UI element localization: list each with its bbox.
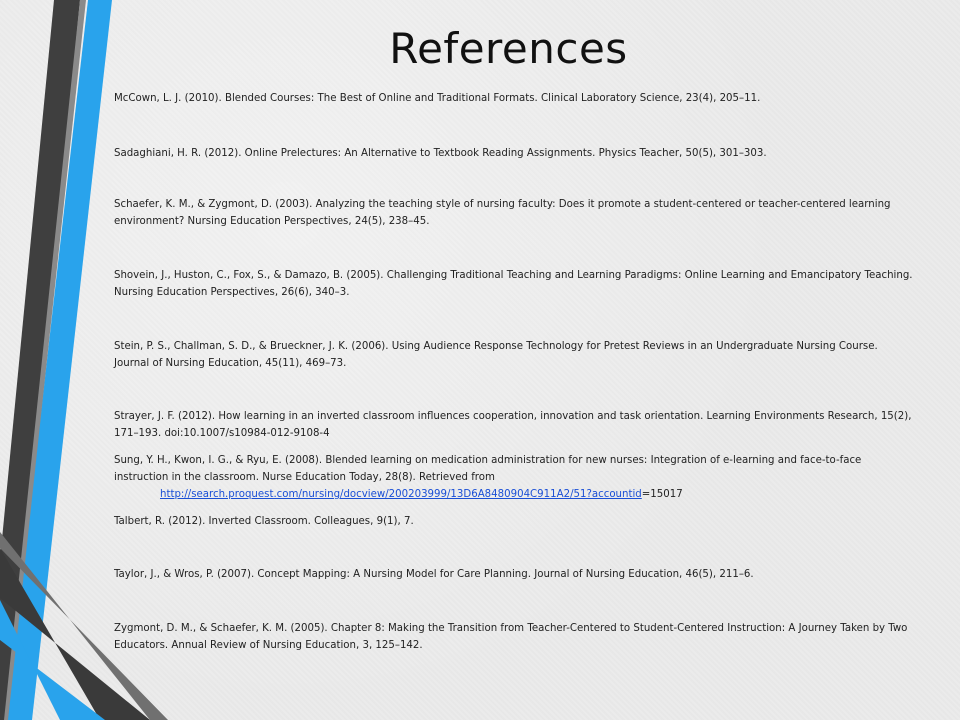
reference-text: McCown, L. J. (2010). Blended Courses: The Best of Online and Traditional Formats. Clinical Laboratory Science, 23(4), 205–11. — [114, 93, 761, 104]
reference-text: Sung, Y. H., Kwon, I. G., & Ryu, E. (2008). Blended learning on medication administration for new nurses: Integration of e-learning and face-to-face instruction in the classroom. Nurse Education Today, 28(8). Retrieved from — [114, 455, 862, 483]
reference-item — [114, 196, 914, 230]
reference-text: Zygmont, D. M., & Schaefer, K. M. (2005). Chapter 8: Making the Transition from Teacher-Centered to Student-Centered Instruction: A Journey Taken by Two Educators. Annual Review of Nursing Education, 3, 125–142. — [114, 623, 908, 651]
reference-link-suffix: =15017 — [641, 489, 683, 500]
reference-item — [114, 452, 914, 503]
reference-item — [114, 620, 914, 654]
reference-item — [114, 566, 914, 583]
reference-text: Sadaghiani, H. R. (2012). Online Prelectures: An Alternative to Textbook Reading Assignments. Physics Teacher, 50(5), 301–303. — [114, 148, 767, 159]
reference-text: Schaefer, K. M., & Zygmont, D. (2003). Analyzing the teaching style of nursing faculty: Does it promote a student-centered or teacher-centered learning environment? Nursing Education Perspectives, 24(5), 238–45. — [114, 199, 891, 227]
slide-title: References — [389, 24, 628, 73]
reference-text: Taylor, J., & Wros, P. (2007). Concept Mapping: A Nursing Model for Care Planning. Journal of Nursing Education, 46(5), 211–6. — [114, 569, 754, 580]
reference-item — [114, 145, 914, 162]
reference-text: Stein, P. S., Challman, S. D., & Brueckner, J. K. (2006). Using Audience Response Technology for Pretest Reviews in an Undergraduate Nursing Course. Journal of Nursing Education, 45(11), 469–73. — [114, 341, 878, 369]
reference-item — [114, 338, 914, 372]
reference-url-line — [114, 486, 914, 503]
reference-item — [114, 267, 914, 301]
reference-link[interactable]: http://search.proquest.com/nursing/docview/200203999/13D6A8480904C911A2/51?accountid — [160, 489, 642, 500]
reference-text: Talbert, R. (2012). Inverted Classroom. Colleagues, 9(1), 7. — [114, 516, 414, 527]
reference-text: Strayer, J. F. (2012). How learning in an inverted classroom influences cooperation, innovation and task orientation. Learning Environments Research, 15(2), 171–193. doi:10.1007/s10984-012-9108-4 — [114, 411, 912, 439]
reference-item — [114, 90, 914, 107]
reference-text: Shovein, J., Huston, C., Fox, S., & Damazo, B. (2005). Challenging Traditional Teaching and Learning Paradigms: Online Learning and Emancipatory Teaching. Nursing Education Perspectives, 26(6), 340–3. — [114, 270, 913, 298]
reference-item — [114, 408, 914, 442]
reference-item — [114, 513, 914, 530]
